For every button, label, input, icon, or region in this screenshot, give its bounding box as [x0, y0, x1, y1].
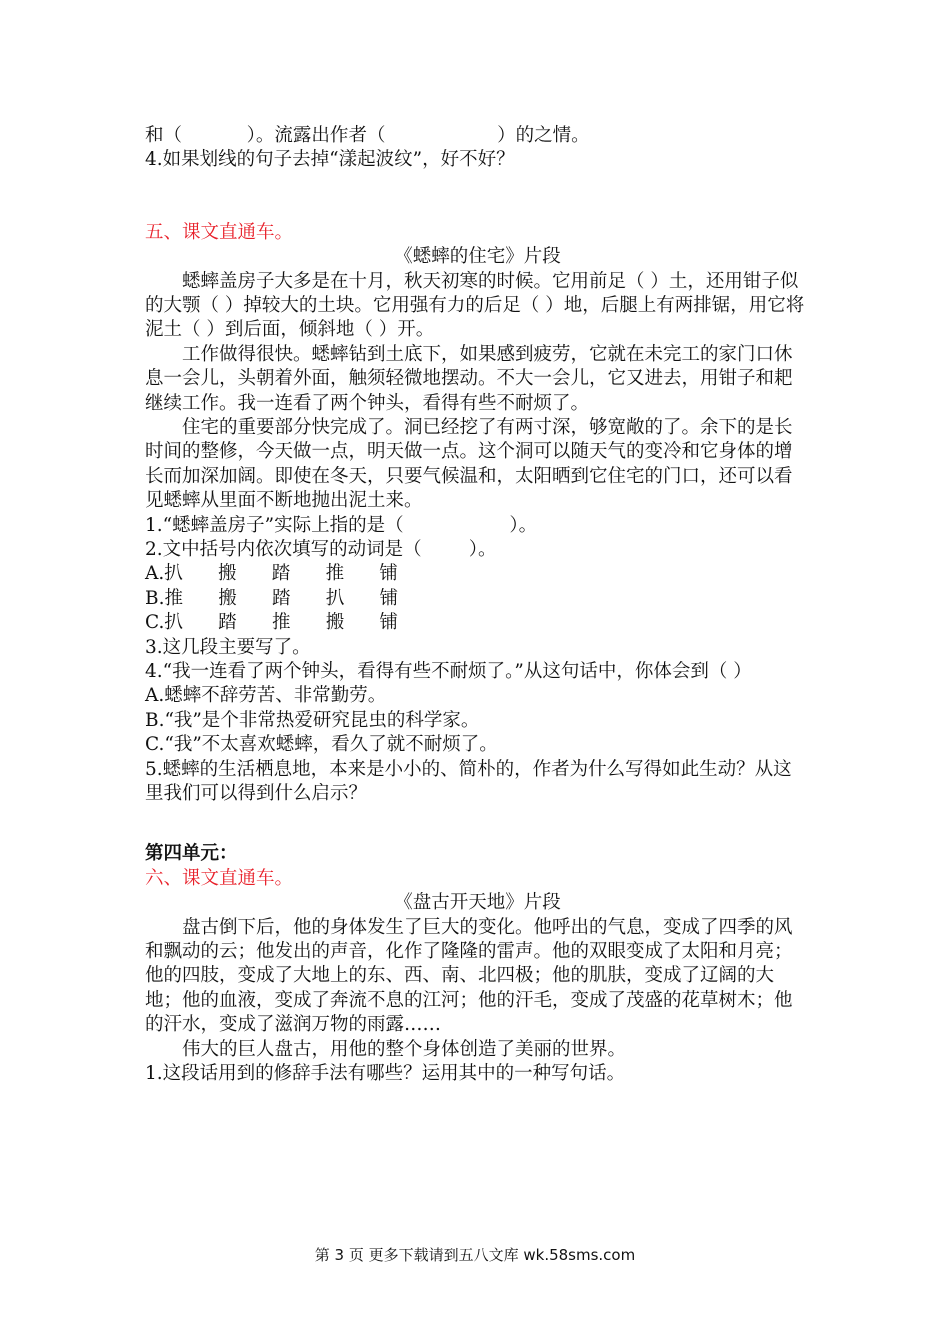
question-4: 4.“我一连看了两个钟头，看得有些不耐烦了。”从这句话中，你体会到（ ）: [145, 660, 752, 682]
passage-paragraph-1: 蟋蟀盖房子大多是在十月，秋天初寒的时候。它用前足（ ）土，还用钳子似的大颚（ ）掉较大的土块。它用强有力的后足（ ）地，后腿上有两排锯，用它将泥土（ ）到后面，倾斜地（ ）开。: [145, 270, 805, 341]
option-b: B.推 搬 踏 扒 铺: [145, 587, 399, 609]
answer-b: B.“我”是个非常热爱研究昆虫的科学家。: [145, 709, 480, 731]
option-a: A.扒 搬 踏 推 铺: [145, 563, 398, 585]
page-footer: 第 3 页 更多下载请到五八文库 wk.58sms.com: [314, 1246, 636, 1264]
passage-title: 《盘古开天地》片段: [394, 892, 561, 914]
page-content: [145, 124, 810, 1086]
section-6-heading: 六、课文直通车。: [145, 867, 294, 889]
option-c: C.扒 踏 推 搬 铺: [145, 612, 399, 634]
section-5-heading: 五、课文直通车。: [145, 221, 294, 243]
passage-title: 《蟋蟀的住宅》片段: [394, 246, 561, 268]
question-1: 1.“蟋蟀盖房子”实际上指的是（ ）。: [145, 514, 538, 536]
passage-paragraph-1: 盘古倒下后，他的身体发生了巨大的变化。他呼出的气息，变成了四季的风和飘动的云；他发出的声音，化作了隆隆的雷声。他的双眼变成了太阳和月亮；他的四肢，变成了大地上的东、西、南、北四极；他的肌肤，变成了辽阔的大地；他的血液，变成了奔流不息的江河；他的汗毛，变成了茂盛的花草树木；他的汗水，变成了滋润万物的雨露……: [145, 916, 793, 1036]
fill-in-line: 和（ ）。流露出作者（ ）的之情。: [145, 125, 590, 146]
passage-paragraph-2: 伟大的巨人盘古，用他的整个身体创造了美丽的世界。: [182, 1038, 627, 1060]
answer-a: A.蟋蟀不辞劳苦、非常勤劳。: [145, 685, 387, 707]
question-5: 5.蟋蟀的生活栖息地，本来是小小的、简朴的，作者为什么写得如此生动？从这里我们可以得到什么启示？: [145, 758, 792, 804]
passage-paragraph-2: 工作做得很快。蟋蟀钻到土底下，如果感到疲劳，它就在未完工的家门口休息一会儿，头朝着外面，触须轻微地摆动。不大一会儿，它又进去，用钳子和耙继续工作。我一连看了两个钟头，看得有些不耐烦了。: [145, 343, 793, 414]
question-3: 3.这几段主要写了。: [145, 636, 311, 658]
question-2: 2.文中括号内依次填写的动词是（ ）。: [145, 539, 497, 561]
unit-4-heading: 第四单元：: [145, 843, 238, 865]
question-1: 1.这段话用到的修辞手法有哪些？运用其中的一种写句话。: [145, 1062, 626, 1084]
answer-c: C.“我”不太喜欢蟋蟀，看久了就不耐烦了。: [145, 734, 498, 756]
passage-paragraph-3: 住宅的重要部分快完成了。洞已经挖了有两寸深，够宽敞的了。余下的是长时间的整修，今天做一点，明天做一点。这个洞可以随天气的变冷和它身体的增长而加深加阔。即使在冬天，只要气候温和，太阳晒到它住宅的门口，还可以看见蟋蟀从里面不断地抛出泥土来。: [145, 417, 793, 512]
question-4: 4.如果划线的句子去掉“漾起波纹”，好不好？: [145, 149, 515, 171]
